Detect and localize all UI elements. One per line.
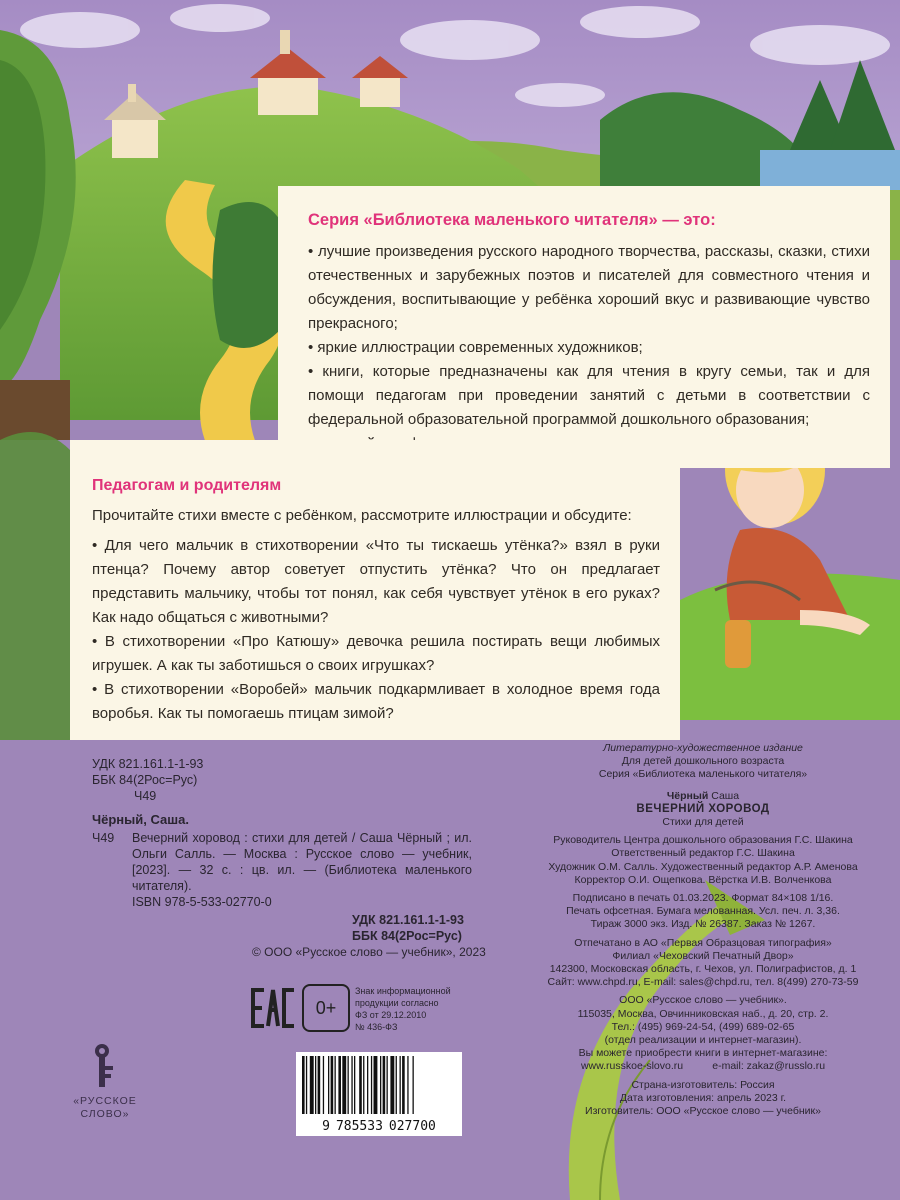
- barcode-bars-icon: [296, 1052, 462, 1116]
- barcode-bar: [318, 1056, 321, 1114]
- imprint-block: [508, 742, 898, 1118]
- barcode-bar: [363, 1056, 364, 1114]
- credit-line: Корректор О.И. Ощепкова. Вёрстка И.В. Волченкова: [574, 873, 832, 886]
- print-line: Печать офсетная. Бумага мелованная. Усл. печ. л. 3,36.: [566, 905, 840, 918]
- print-line: Тираж 3000 экз. Изд. № 26387. Заказ № 1267.: [590, 918, 816, 931]
- barcode-bar: [400, 1056, 401, 1114]
- barcode-bar: [328, 1056, 329, 1114]
- series-info-box: [278, 186, 890, 468]
- parents-item: • В стихотворении «Воробей» мальчик подкармливает в холодное время года воробья. Как ты помогаешь птицам зимой?: [92, 681, 660, 722]
- parents-heading: Педагогам и родителям: [92, 477, 282, 494]
- series-item: • лучшие произведения русского народного творчества, рассказы, сказки, стихи отечественных и зарубежных поэтов и писателей для совместного чтения и обсуждения, воспитывающие у ребёнка хороший вкус и развивающие чувство прекрасного;: [308, 243, 870, 332]
- udk-block: [92, 756, 203, 804]
- manufacturer-line: Дата изготовления: апрель 2023 г.: [619, 1091, 787, 1104]
- barcode-bar: [310, 1056, 314, 1114]
- credit-line: Художник О.М. Салль. Художественный редактор А.Р. Аменова: [548, 860, 858, 873]
- publisher-line: ООО «Русское слово — учебник».: [619, 994, 787, 1007]
- author-mark: Ч49: [134, 789, 157, 803]
- barcode-bar: [302, 1056, 305, 1114]
- parents-intro: Прочитайте стихи вместе с ребёнком, рассмотрите иллюстрации и обсудите:: [92, 507, 632, 524]
- barcode-bar: [331, 1056, 334, 1114]
- series-name: Серия «Библиотека маленького читателя»: [598, 768, 808, 781]
- barcode-bar: [383, 1056, 386, 1114]
- barcode-bar: [354, 1056, 355, 1114]
- barcode-bar: [374, 1056, 378, 1114]
- edition-type: Литературно-художественное издание: [603, 742, 803, 754]
- isbn: ISBN 978-5-533-02770-0: [132, 895, 272, 909]
- manufacturer-line: Изготовитель: ООО «Русское слово — учебник»: [585, 1105, 821, 1118]
- barcode-bar: [402, 1056, 405, 1114]
- barcode-digits: 9 785533 027700: [322, 1119, 436, 1134]
- printer-line: Отпечатано в АО «Первая Образцовая типография»: [574, 936, 832, 949]
- barcode-bar: [380, 1056, 381, 1114]
- printer-line: Сайт: www.chpd.ru, E-mail: sales@chpd.ru, тел. 8(499) 270-73-59: [547, 976, 859, 989]
- series-item: • книги, которые предназначены как для чтения в кругу семьи, так и для помощи педагогам при проведении занятий с детьми в соответствии с федеральной образовательной программой дошкольного образования;: [308, 363, 870, 428]
- credit-line: Ответственный редактор Г.С. Шакина: [611, 847, 795, 860]
- parents-item: • В стихотворении «Про Катюшу» девочка решила постирать вещи любимых игрушек. А как ты заботишься о своих игрушках?: [92, 633, 660, 674]
- book-subtitle: Стихи для детей: [662, 816, 744, 829]
- publisher-line: (отдел реализации и интернет-магазин).: [604, 1034, 802, 1047]
- publisher-line: 115035, Москва, Овчинниковская наб., д. 20, стр. 2.: [577, 1007, 829, 1020]
- eac-mark-icon: [250, 986, 296, 1030]
- age-group: Для детей дошкольного возраста: [621, 755, 785, 768]
- printer-line: 142300, Московская область, г. Чехов, ул. Полиграфистов, д. 1: [549, 963, 857, 976]
- printer-line: Филиал «Чеховский Печатный Двор»: [612, 949, 794, 962]
- publisher-line: www.russkoe-slovo.ru e-mail: zakaz@russlo.ru: [580, 1060, 826, 1073]
- bibliographic-description: [92, 830, 472, 894]
- age-rating-badge: 0+: [302, 984, 350, 1032]
- publisher-line: Тел.: (495) 969-24-54, (499) 689-02-65: [611, 1020, 795, 1033]
- book-title: ВЕЧЕРНИЙ ХОРОВОД: [636, 802, 770, 815]
- isbn-barcode: [296, 1052, 462, 1136]
- barcode-bar: [335, 1056, 336, 1114]
- barcode-bar: [407, 1056, 408, 1114]
- key-logo-icon: [70, 1042, 140, 1090]
- barcode-bar: [371, 1056, 372, 1114]
- desc-author-mark: Ч49: [92, 831, 115, 845]
- barcode-bar: [396, 1056, 397, 1114]
- imprint-author: Чёрный Саша: [666, 789, 740, 802]
- copyright: © ООО «Русское слово — учебник», 2023: [252, 945, 486, 959]
- parents-info-box: [70, 440, 680, 740]
- author-name: Чёрный, Саша.: [92, 812, 189, 827]
- desc-text: Вечерний хоровод : стихи для детей / Саша Чёрный ; ил. Ольги Салль. — Москва : Русское слово — учебник, [2023]. — 32 с. : цв. ил. — (Библиотека маленького читателя).: [132, 831, 472, 893]
- series-heading: Серия «Библиотека маленького читателя» — это:: [308, 211, 716, 229]
- series-item: • яркие иллюстрации современных художников;: [308, 339, 643, 356]
- manufacturer-line: Страна-изготовитель: Россия: [631, 1078, 775, 1091]
- barcode-bar: [342, 1056, 346, 1114]
- barcode-bar: [390, 1056, 394, 1114]
- print-line: Подписано в печать 01.03.2023. Формат 84×108 1/16.: [572, 892, 834, 905]
- barcode-bar: [351, 1056, 352, 1114]
- udk-code: УДК 821.161.1-1-93: [92, 757, 204, 771]
- barcode-bar: [338, 1056, 341, 1114]
- barcode-bar: [367, 1056, 368, 1114]
- barcode-bar: [387, 1056, 388, 1114]
- barcode-bar: [306, 1056, 307, 1114]
- publisher-line: Вы можете приобрести книги в интернет-магазине:: [578, 1047, 828, 1060]
- publisher-logo: «РУССКОЕ СЛОВО»: [70, 1042, 140, 1121]
- barcode-bar: [315, 1056, 316, 1114]
- bbk-code: ББК 84(2Рос=Рус): [92, 773, 198, 787]
- barcode-bar: [323, 1056, 324, 1114]
- udk-bbk-bold: УДК 821.161.1-1-93 ББК 84(2Рос=Рус): [352, 913, 464, 943]
- barcode-bar: [348, 1056, 349, 1114]
- credit-line: Руководитель Центра дошкольного образования Г.С. Шакина: [553, 834, 853, 847]
- parents-item: • Для чего мальчик в стихотворении «Что ты тискаешь утёнка?» взял в руки птенца? Почему автор советует отпустить утёнка? Что он предлагает представить мальчику, чтобы тот понял, как себя чувствует утёнок в его руках? Как надо общаться с животными?: [92, 537, 660, 626]
- info-product-sign: Знак информационной продукции согласно ФЗ от 29.12.2010 № 436-ФЗ: [355, 986, 451, 1032]
- barcode-bar: [413, 1056, 414, 1114]
- barcode-bar: [359, 1056, 362, 1114]
